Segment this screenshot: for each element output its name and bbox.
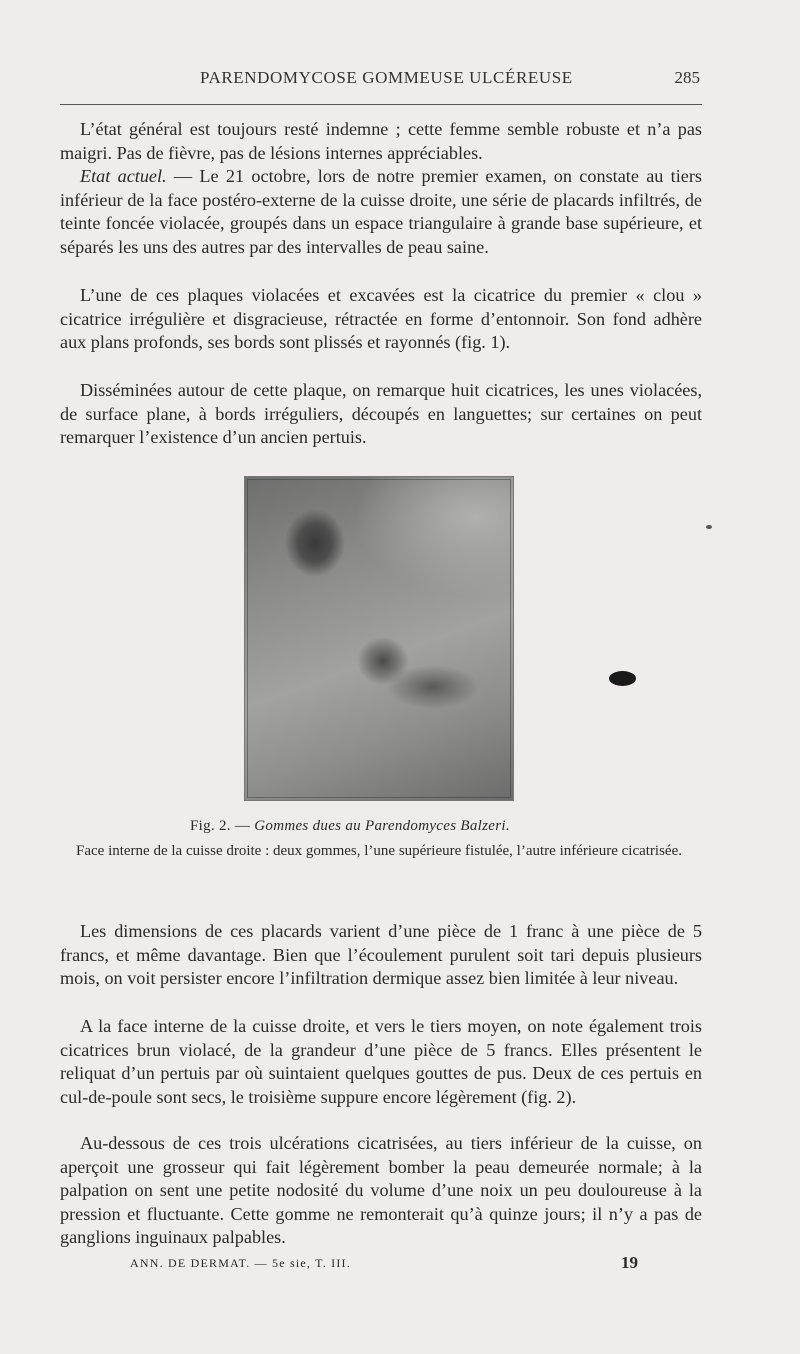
paragraph: Au-dessous de ces trois ulcérations cicatrisées, au tiers inférieur de la cuisse, on aperçoit une grosseur qui fait légèrement bomber la peau demeurée normale; à la palpation on sent une petite nodosité du volume d’une noix un peu douloureuse à la pression et fluctuante. Cette gomme ne remonterait qu’à quinze jours; il n’y a pas de ganglions inguinaux palpables. [60,1133,702,1248]
page-number: 285 [674,68,700,87]
ink-blot [609,671,636,686]
figure-photograph [244,476,514,801]
paragraph: L’une de ces plaques violacées et excavées est la cicatrice du premier « clou » cicatrice irrégulière et disgracieuse, rétractée en forme d’entonnoir. Son fond adhère aux plans profonds, ses bords sont plissés et rayonnés (fig. 1). [60,285,702,353]
figure-title: Gommes dues au Parendomyces Balzeri. [254,818,510,834]
page-footer [130,1253,650,1280]
running-title: PARENDOMYCOSE GOMMEUSE ULCÉREUSE [200,68,573,87]
signature-mark: 19 [621,1253,638,1272]
paragraph: Les dimensions de ces placards varient d’une pièce de 1 franc à une pièce de 5 francs, et même davantage. Bien que l’écoulement purulent soit tari depuis plusieurs mois, on voit persister encore l’infiltration dermique assez bien limitée à leur niveau. [60,921,702,989]
paragraph: Disséminées autour de cette plaque, on remarque huit cicatrices, les unes violacées, de surface plane, à bords irréguliers, découpés en languettes; sur certaines on peut remarquer l’existence d’un ancien pertuis. [60,380,702,448]
header-rule [60,104,702,105]
paragraph-text: — Le 21 octobre, lors de notre premier examen, on constate au tiers inférieur de la face postéro-externe de la cuisse droite, une série de placards infiltrés, de teinte foncée violacée, groupés dans un espace triangulaire à grande base supérieure, et séparés les uns des autres par des intervalles de peau saine. [60,166,702,257]
figure-description: Face interne de la cuisse droite : deux gommes, l’une supérieure fistulée, l’autre inférieure cicatrisée. [76,843,682,859]
paragraph: A la face interne de la cuisse droite, et vers le tiers moyen, on note également trois cicatrices brun violacé, de la grandeur d’une pièce de 5 francs. Elles présentent le reliquat d’un pertuis par où suintaient quelques gouttes de pus. Deux de ces pertuis en cul-de-poule sont secs, le troisième suppure encore légèrement (fig. 2). [60,1016,702,1107]
paragraph [60,165,702,259]
ink-speck [706,525,712,529]
figure-caption [190,818,610,835]
running-head [60,64,700,92]
figure-label: Fig. 2. — [190,818,251,834]
journal-reference: ANN. DE DERMAT. — 5e sie, T. III. [130,1256,351,1270]
etat-actuel-heading: Etat actuel. [80,166,167,186]
figure-frame [247,479,511,798]
paragraph: L’état général est toujours resté indemne ; cette femme semble robuste et n’a pas maigri. Pas de fièvre, pas de lésions internes appréciables. [60,119,702,163]
